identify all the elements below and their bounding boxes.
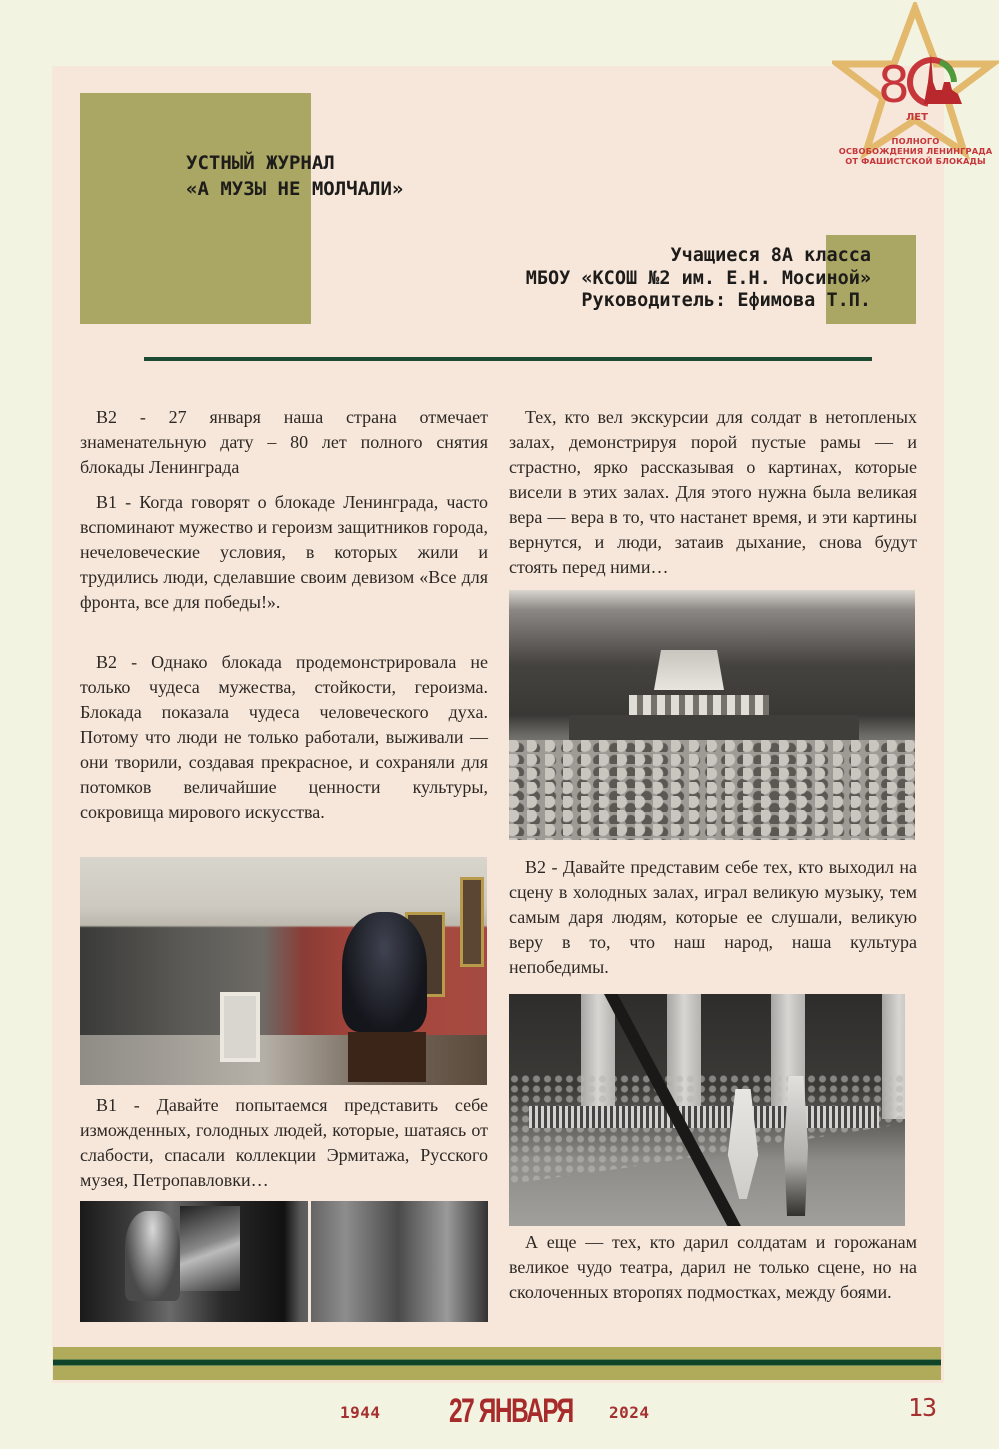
page-number: 13	[908, 1393, 937, 1422]
decorative-block-left	[80, 93, 311, 324]
logo-caption-line: ОТ ФАШИСТСКОЙ БЛОКАДЫ	[845, 156, 986, 166]
museum-evacuation-photo	[80, 1201, 488, 1322]
logo-caption-line: ОСВОБОЖДЕНИЯ ЛЕНИНГРАДА	[838, 146, 993, 156]
ballet-performance-photo	[509, 994, 905, 1226]
photo-detail	[348, 1032, 426, 1082]
photo-detail	[180, 1206, 240, 1291]
paragraph	[80, 405, 488, 480]
photo-detail	[509, 740, 915, 840]
paragraph-text: В2 - Давайте представим себе тех, кто выходил на сцену в холодных залах, играл великую музыку, тем самым даря людям, которые ее слушали, великую веру в то, что наш народ, наша культура непобедимы.	[509, 857, 917, 977]
journal-title-line: УСТНЫЙ ЖУРНАЛ	[186, 152, 335, 174]
paragraph	[80, 490, 488, 615]
front-concert-photo	[509, 590, 915, 840]
hermitage-hall-photo	[80, 857, 487, 1085]
paragraph	[80, 1093, 488, 1193]
svg-text:8: 8	[878, 56, 910, 114]
paragraph	[509, 405, 917, 580]
paragraph-text: В2 - Однако блокада продемонстрировала не только чудеса мужества, стойкости, героизма. Блокада показала чудеса человеческого духа. Потому что люди не только работали, выживали — они творили, создавая прекрасное, и сохраняли для потомков величайшие ценности культуры, сокровища мирового искусства.	[80, 652, 488, 822]
paragraph-text: В1 - Давайте попытаемся представить себе изможденных, голодных людей, которые, шатаясь от слабости, спасали коллекции Эрмитажа, Русского музея, Петропавловки…	[80, 1095, 488, 1190]
paragraph	[509, 855, 917, 980]
paragraph-text: В2 - 27 января наша страна отмечает знаменательную дату – 80 лет полного снятия блокады Ленинграда	[80, 407, 488, 477]
journal-title-line: «А МУЗЫ НЕ МОЛЧАЛИ»	[186, 178, 404, 200]
photo-divider	[308, 1201, 311, 1322]
paragraph-text: А еще — тех, кто дарил солдатам и горожанам великое чудо театра, дарил не только сцене, но на сколоченных второпях подмостках, между боями.	[509, 1232, 917, 1302]
header-divider	[144, 357, 872, 361]
photo-detail	[342, 912, 427, 1032]
paragraph-text: В1 - Когда говорят о блокаде Ленинграда, часто вспоминают мужество и героизм защитников города, нечеловеческие условия, в которых жили и трудились люди, сделавшие своим девизом «Все для фронта, все для победы!».	[80, 492, 488, 612]
authors-line: МБОУ «КСОШ №2 им. Е.Н. Мосиной»	[525, 267, 871, 289]
authors-line: Учащиеся 8А класса	[670, 245, 871, 266]
photo-detail	[220, 992, 260, 1062]
journal-title	[186, 150, 403, 202]
footer-ribbon-stripe	[53, 1359, 941, 1366]
paragraph-text: Тех, кто вел экскурсии для солдат в нетопленых залах, демонстрируя порой пустые рамы — и страстно, ярко рассказывая о картинах, которые висели в этих залах. Для этого нужна была великая вера — вера в то, что настанет время, и эти картины вернутся, и люди, затаив дыхание, снова будут стоять перед ними…	[509, 407, 917, 577]
photo-detail	[654, 650, 724, 690]
photo-detail	[569, 715, 859, 743]
logo-caption	[832, 136, 999, 166]
footer-date: 27 ЯНВАРЯ	[449, 1392, 573, 1430]
logo-years-label: ЛЕТ	[906, 112, 928, 123]
photo-detail	[529, 1106, 879, 1128]
authors-block	[526, 245, 871, 313]
authors-line: Руководитель: Ефимова Т.П.	[581, 290, 871, 311]
footer-year-start: 1944	[340, 1403, 381, 1422]
photo-detail	[125, 1211, 180, 1301]
logo-caption-line: ПОЛНОГО	[891, 136, 940, 146]
footer-year-end: 2024	[609, 1403, 650, 1422]
paragraph	[509, 1230, 917, 1305]
photo-detail	[460, 877, 484, 967]
paragraph	[80, 650, 488, 825]
